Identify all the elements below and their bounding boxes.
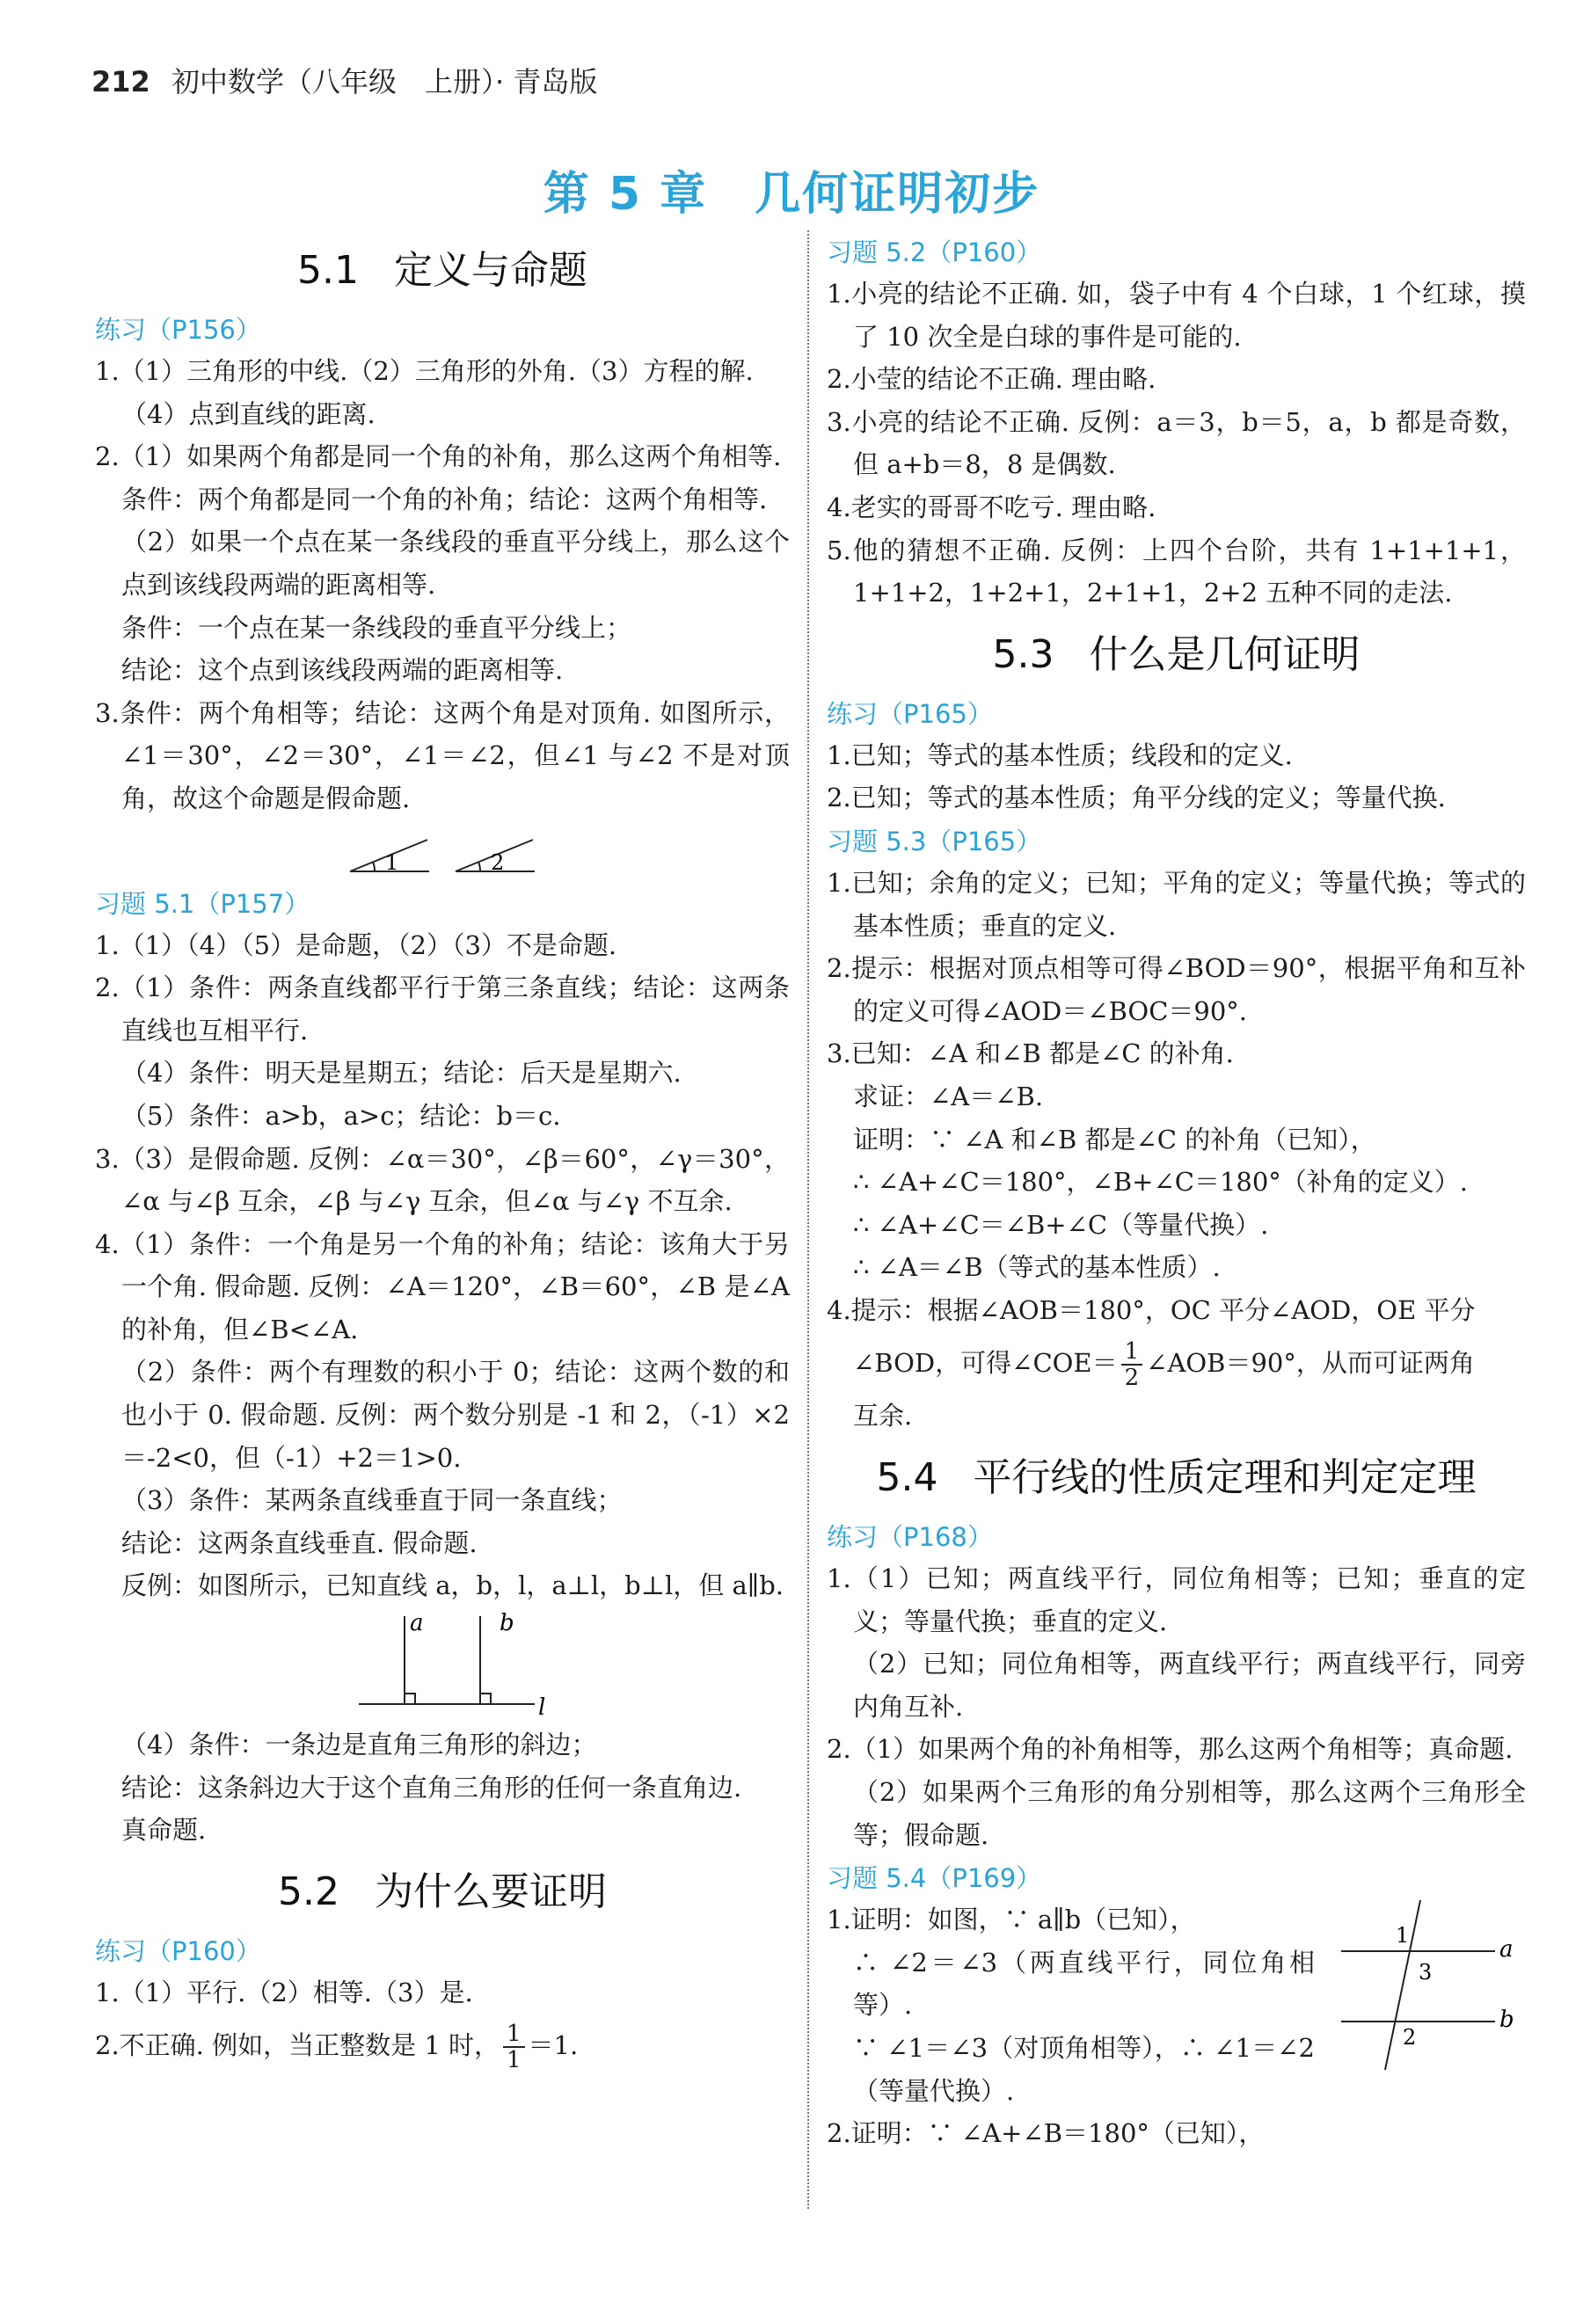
proof-text [827, 1898, 1315, 2112]
answer-text: 2.已知；等式的基本性质；角平分线的定义；等量代换. [827, 783, 1446, 813]
section-title-5-3: 5.3 什么是几何证明 [992, 631, 1361, 677]
section-title-5-4: 5.4 平行线的性质定理和判定定理 [876, 1455, 1477, 1501]
answer-text: （4）点到直线的距离. [121, 398, 376, 429]
answer-text: 3.已知：∠A 和∠B 都是∠C 的补角. [827, 1038, 1234, 1069]
answer-text: 1.（1）三角形的中线.（2）三角形的外角.（3）方程的解. [95, 356, 754, 386]
answer-text: 2.（1）如果两个角的补角相等，那么这两个角相等；真命题. [827, 1734, 1514, 1765]
answer-text: 5.他的猜想不正确. 反例：上四个台阶，共有 1+1+1+1，1+1+2，1+2+1，2+1+1，2+2 五种不同的走法. [827, 535, 1526, 608]
answer-text: 结论：这个点到该线段两端的距离相等. [121, 655, 564, 686]
angle-diagram [95, 820, 790, 882]
angle-label-2: 2 [491, 849, 505, 875]
proof-with-figure [827, 1898, 1526, 2112]
angle-label-3: 3 [1419, 1960, 1433, 1985]
perpendicular-lines-figure [95, 1607, 790, 1723]
answer-text: 条件：两个角都是同一个角的补角；结论：这两个角相等. [121, 484, 768, 514]
answer-text: 4.（1）条件：一个角是另一个角的补角；结论：该角大于另一个角. 假命题. 反例：∠A＝120°，∠B＝60°，∠B 是∠A 的补角，但∠B<∠A. [95, 1228, 790, 1344]
fraction: $\frac{1}{2}$ [1121, 1339, 1143, 1390]
homework-heading: 习题 5.3（P165） [827, 826, 1042, 856]
answer-text: 结论：这两条直线垂直. 假命题. [121, 1527, 478, 1558]
answer-text: （3）条件：某两条直线垂直于同一条直线； [121, 1485, 623, 1516]
answer-text: 1.（1）（4）（5）是命题，（2）（3）不是命题. [95, 929, 617, 960]
answer-text: 2.（1）如果两个角都是同一个角的补角，那么这两个角相等. [95, 441, 782, 472]
answer-text: 2.提示：根据对顶点相等可得∠BOD＝90°，根据平角和互补的定义可得∠AOD＝∠BOC＝90°. [827, 953, 1526, 1026]
answer-text: （2）条件：两个有理数的积小于 0；结论：这两个数的和也小于 0. 假命题. 反例：两个数分别是 -1 和 2，（-1）×2＝-2<0，但（-1）+2＝1>0. [121, 1357, 790, 1473]
answer-text: 条件：一个点在某一条线段的垂直平分线上； [121, 612, 632, 643]
answer-text: （2）如果一个点在某一条线段的垂直平分线上，那么这个点到该线段两端的距离相等. [121, 527, 790, 600]
line-label-a: a [410, 1610, 424, 1637]
line-label-l: l [538, 1694, 546, 1722]
section-title-5-2: 5.2 为什么要证明 [278, 1869, 607, 1914]
answer-text: 1.（1）平行.（2）相等.（3）是. [95, 1977, 473, 2007]
answer-text: （4）条件：一条边是直角三角形的斜边； [121, 1730, 597, 1760]
answer-text: 真命题. [121, 1815, 207, 1846]
answer-text: 互余. [853, 1401, 913, 1432]
answer-text: ∴ ∠A+∠C＝∠B+∠C（等量代换）. [853, 1209, 1269, 1240]
line-label-a: a [1499, 1936, 1514, 1963]
answer-text: ∴ ∠A＝∠B（等式的基本性质）. [853, 1252, 1221, 1283]
answer-text: ∴ ∠A+∠C＝180°，∠B+∠C＝180°（补角的定义）. [853, 1167, 1469, 1198]
answer-text: 3.条件：两个角相等；结论：这两个角是对顶角. 如图所示，∠1＝30°，∠2＝30°，∠1＝∠2，但∠1 与∠2 不是对顶角，故这个命题是假命题. [95, 697, 790, 813]
answer-text: 1.（1）已知；两直线平行，同位角相等；已知；垂直的定义；等量代换；垂直的定义. [827, 1563, 1526, 1636]
fraction: $\frac{1}{1}$ [503, 2022, 525, 2073]
perpendicular-diagram [95, 1607, 790, 1723]
section-title-5-1: 5.1 定义与命题 [297, 248, 587, 293]
answer-text: 反例：如图所示，已知直线 a，b，l，a⊥l，b⊥l，但 a∥b. [121, 1570, 784, 1601]
exercise-heading: 练习（P160） [95, 1935, 261, 1966]
exercise-heading: 练习（P156） [95, 315, 261, 345]
answer-text: 2.（1）条件：两条直线都平行于第三条直线；结论：这两条直线也互相平行. [95, 973, 790, 1045]
column-divider [807, 230, 809, 2209]
answer-text: 2.小莹的结论不正确. 理由略. [827, 364, 1156, 395]
answer-text: 1.已知；等式的基本性质；线段和的定义. [827, 739, 1293, 770]
answer-text: （4）条件：明天是星期五；结论：后天是星期六. [121, 1058, 682, 1089]
line-label-b: b [500, 1610, 514, 1637]
answer-text: 结论：这条斜边大于这个直角三角形的任何一条直角边. [121, 1772, 742, 1803]
answer-text: 3.（3）是假命题. 反例：∠α＝30°，∠β＝60°，∠γ＝30°，∠α 与∠β 互余，∠β 与∠γ 互余，但∠α 与∠γ 不互余. [95, 1143, 790, 1217]
answer-text: ∵ ∠1＝∠3（对顶角相等），∴ ∠1＝∠2（等量代换）. [853, 2033, 1315, 2106]
angle-label-2: 2 [1403, 2025, 1417, 2051]
line-label-b: b [1499, 2007, 1514, 2034]
right-column [827, 230, 1526, 2155]
homework-heading: 习题 5.4（P169） [827, 1863, 1042, 1894]
answer-text: 4.老实的哥哥不吃亏. 理由略. [827, 492, 1156, 522]
answer-text: （2）已知；同位角相等，两直线平行；两直线平行，同旁内角互补. [853, 1649, 1526, 1722]
exercise-heading: 练习（P165） [827, 698, 993, 729]
answer-text: 4.提示：根据∠AOB＝180°，OC 平分∠AOD，OE 平分 [827, 1294, 1476, 1325]
answer-text: 2.证明：∵ ∠A+∠B＝180°（已知）， [827, 2118, 1265, 2149]
page-number: 212 [91, 65, 150, 98]
answer-text: 2.不正确. 例如，当正整数是 1 时， $\frac{1}{1}$ ＝1. [95, 2021, 579, 2074]
answer-text: 1.已知；余角的定义；已知；平角的定义；等量代换；等式的基本性质；垂直的定义. [827, 867, 1526, 941]
left-column [95, 230, 790, 2077]
answer-text: 求证：∠A＝∠B. [853, 1081, 1044, 1111]
angle-figure [95, 820, 790, 882]
chapter-title: 第 5 章 几何证明初步 [543, 168, 1040, 221]
book-title: 初中数学（八年级 上册）· 青岛版 [171, 65, 598, 98]
answer-text: 3.小亮的结论不正确. 反例：a＝3，b＝5，a，b 都是奇数，但 a+b＝8，8 是偶数. [827, 406, 1526, 480]
angle-label-1: 1 [1396, 1923, 1410, 1949]
page-header [91, 60, 597, 100]
homework-heading: 习题 5.2（P160） [827, 237, 1042, 267]
answer-text: （5）条件：a>b，a>c；结论：b＝c. [121, 1100, 561, 1131]
answer-text: 证明：∵ ∠A 和∠B 都是∠C 的补角（已知）， [853, 1124, 1376, 1155]
homework-heading: 习题 5.1（P157） [95, 888, 310, 919]
answer-text: 1.小亮的结论不正确. 如，袋子中有 4 个白球，1 个红球，摸了 10 次全是白球的事件是可能的. [827, 279, 1526, 352]
answer-text: 1.证明：如图，∵ a∥b（已知）， [827, 1905, 1196, 1935]
angle-label-1: 1 [385, 849, 399, 875]
answer-text: ∠BOD，可得∠COE＝ $\frac{1}{2}$ ∠AOB＝90°，从而可证两角 [853, 1338, 1475, 1392]
answer-text: ∴ ∠2＝∠3（两直线平行，同位角相等）. [853, 1947, 1315, 2021]
parallel-lines-figure [1341, 1898, 1526, 2074]
exercise-heading: 练习（P168） [827, 1522, 993, 1553]
answer-text: （2）如果两个三角形的角分别相等，那么这两个三角形全等；假命题. [853, 1777, 1526, 1850]
